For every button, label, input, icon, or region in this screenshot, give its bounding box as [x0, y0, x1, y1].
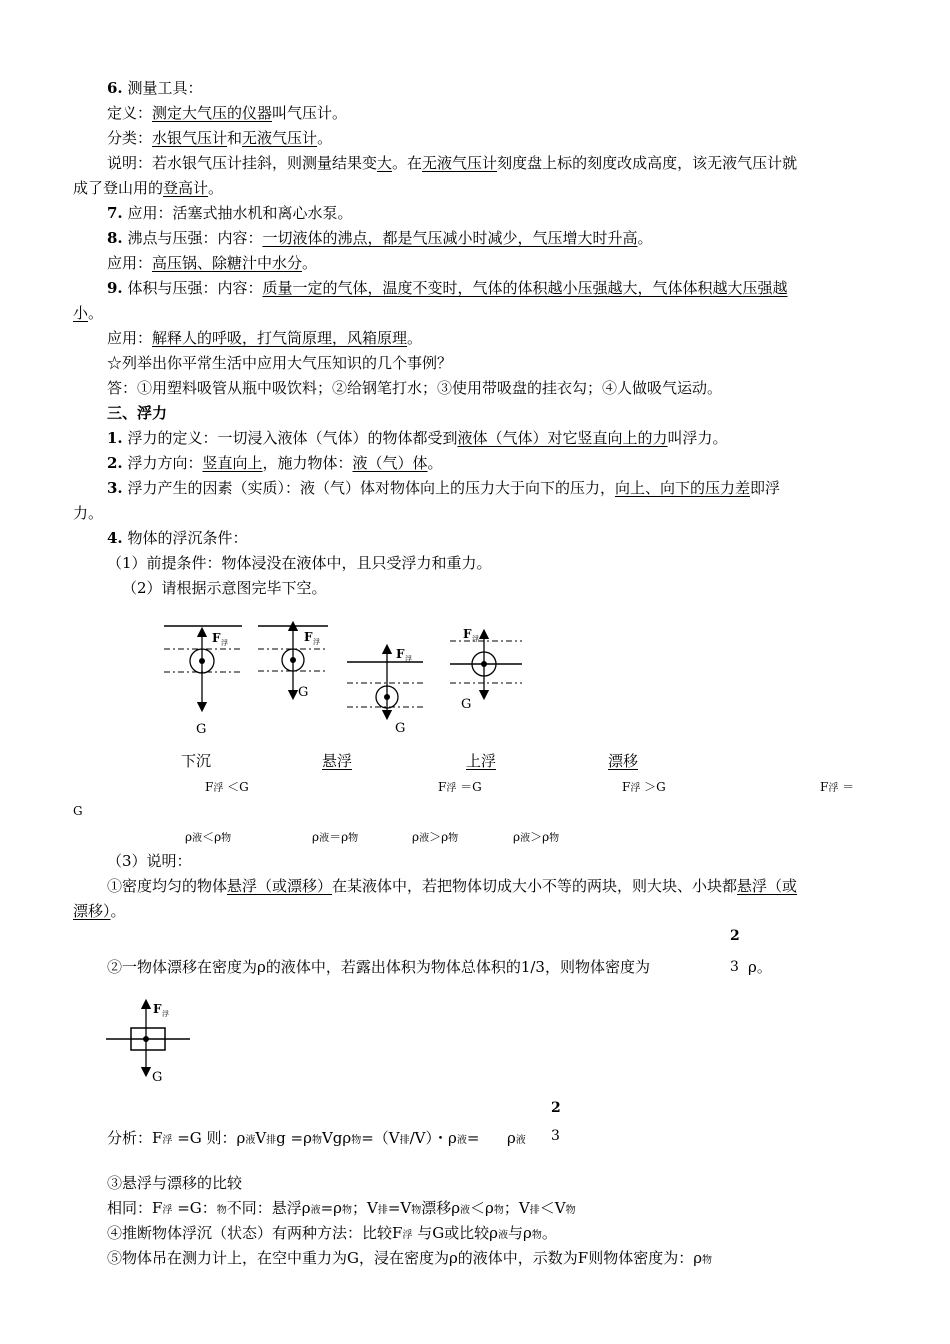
- state-sinking: 下沉: [181, 752, 212, 770]
- buoyancy-sub: 浮: [313, 638, 320, 646]
- buoyancy-1: [107, 428, 728, 448]
- buoyancy-label: F: [304, 630, 313, 644]
- answer: 水银气压计: [152, 129, 228, 147]
- floating-block-diagram: [103, 998, 193, 1088]
- buoyancy-label: F: [463, 627, 472, 641]
- text: 物体的浮沉条件：: [127, 529, 248, 547]
- gravity-label: G: [461, 697, 472, 712]
- state-rising: 上浮: [466, 752, 497, 770]
- density-floating: ρ液＞ρ物: [513, 830, 560, 844]
- force-rising: F浮 ＞G: [622, 780, 666, 794]
- answer: 一切液体的沸点，都是气压减小时减少，气压增大时升高: [262, 229, 638, 247]
- text: 体积与压强：内容：: [127, 279, 263, 297]
- density-sinking: ρ液＜ρ物: [185, 830, 232, 844]
- force-suspended: F浮 ＝G: [438, 780, 482, 794]
- gravity-label: G: [298, 685, 309, 700]
- item-number: 1.: [107, 429, 123, 447]
- item-7: [107, 203, 352, 223]
- diagram-sinking: [164, 626, 242, 737]
- text: 成了登山用的: [73, 179, 164, 197]
- fraction-numerator-2: 2: [551, 1100, 561, 1116]
- label: 分类：: [107, 129, 153, 147]
- answer: 大: [377, 154, 393, 172]
- item-9: [107, 278, 787, 298]
- answer: 登高计: [163, 179, 209, 197]
- gravity-label: G: [395, 721, 406, 736]
- item-title: 测量工具：: [127, 79, 203, 97]
- text: 浮力产生的因素（实质）：液（气）体对物体向上的压力大于向下的压力，: [127, 479, 615, 497]
- buoyancy-3-wrap: 力。: [73, 504, 104, 522]
- answer: 高压锅、除糖汁中水分: [152, 254, 303, 272]
- item-number: 3.: [107, 479, 123, 497]
- item-6: [107, 78, 202, 98]
- item-number: 4.: [107, 529, 123, 547]
- text: 。: [302, 254, 318, 272]
- text: 。: [317, 129, 333, 147]
- buoyancy-sub: 浮: [162, 1010, 169, 1018]
- diagram-suspended: [258, 626, 328, 700]
- buoyancy-sub: 浮: [221, 639, 228, 647]
- classification-line: [107, 128, 332, 148]
- item-number: 2.: [107, 454, 123, 472]
- buoyancy-2: [107, 453, 443, 473]
- buoyancy-4: [107, 528, 247, 548]
- text: 和: [227, 129, 243, 147]
- note-4: ④推断物体浮沉（状态）有两种方法：比较F浮 与G或比较ρ液与ρ物。: [107, 1224, 557, 1242]
- buoyancy-label: F: [212, 631, 221, 645]
- gravity-label: G: [152, 1070, 163, 1085]
- note-line-2: [73, 178, 223, 198]
- force-floating-wrap: G: [73, 804, 83, 818]
- gravity-label: G: [196, 722, 207, 737]
- label: 应用：: [107, 254, 153, 272]
- text: 浮力方向：: [127, 454, 203, 472]
- label: 应用：: [107, 329, 153, 347]
- analysis: 分析：F浮 =G 则：ρ液V排g =ρ物Vgρ物=（V排/V）・ρ液= ρ液: [107, 1129, 526, 1147]
- application-9: [107, 328, 422, 348]
- text: 浮力的定义：一切浸入液体（气体）的物体都受到: [127, 429, 458, 447]
- note-3: ③悬浮与漂移的比较: [107, 1174, 243, 1192]
- answer: 质量一定的气体，温度不变时，气体的体积越小压强越大，气体体积越大压强越: [262, 279, 788, 297]
- text: 。: [88, 304, 104, 322]
- diagram-floating: [450, 627, 522, 712]
- buoyancy-label: F: [396, 647, 405, 661]
- text: 即浮: [749, 479, 780, 497]
- answer: 无液气压计: [422, 154, 498, 172]
- text: 应用：活塞式抽水机和离心水泵。: [127, 204, 353, 222]
- item-number: 7.: [107, 204, 123, 222]
- force-sinking: F浮 ＜G: [205, 780, 249, 794]
- text: 。在: [392, 154, 423, 172]
- density-suspended: ρ液＝ρ物: [312, 830, 359, 844]
- section-heading: 三、浮力: [107, 404, 168, 422]
- text: 。: [427, 454, 443, 472]
- item-number: 6.: [107, 79, 123, 97]
- text: 叫浮力。: [667, 429, 728, 447]
- item-8: [107, 228, 653, 248]
- note-1-wrap: 漂移）。: [73, 902, 126, 920]
- text: 说明：若水银气压计挂斜，则测量结果变: [107, 154, 378, 172]
- note-line-1: [107, 153, 797, 173]
- float-sink-diagrams: [150, 612, 540, 742]
- note-2-end: ρ。: [748, 958, 772, 976]
- item-9-wrap: [73, 303, 103, 323]
- item-number: 8.: [107, 229, 123, 247]
- note-1: ①密度均匀的物体悬浮（或漂移）在某液体中，若把物体切成大小不等的两块，则大块、小块都悬浮（或: [107, 877, 798, 895]
- buoyancy-sub: 浮: [405, 655, 412, 663]
- answer: 竖直向上: [202, 454, 263, 472]
- premise: （1）前提条件：物体浸没在液体中，且只受浮力和重力。: [107, 554, 492, 572]
- note-5: ⑤物体吊在测力计上，在空中重力为G，浸在密度为ρ的液体中，示数为F则物体密度为：ρ物: [107, 1249, 713, 1267]
- buoyancy-sub: 浮: [472, 635, 479, 643]
- question: ☆列举出你平常生活中应用大气压知识的几个事例？: [107, 354, 453, 372]
- text: 沸点与压强：内容：: [127, 229, 263, 247]
- application-8: [107, 253, 317, 273]
- text: 。: [407, 329, 423, 347]
- fraction-numerator: 2: [730, 928, 740, 944]
- instruction: （2）请根据示意图完毕下空。: [122, 579, 327, 597]
- fraction-denominator-2: 3: [551, 1128, 560, 1144]
- answer: 无液气压计: [242, 129, 318, 147]
- comparison: 相同：F浮 =G：物不同：悬浮ρ液=ρ物；V排=V物漂移ρ液＜ρ物；V排＜V物: [107, 1199, 576, 1217]
- diagram-rising: [347, 647, 423, 736]
- answer: 解释人的呼吸，打气筒原理，风箱原理: [152, 329, 408, 347]
- density-rising: ρ液＞ρ物: [412, 830, 459, 844]
- state-floating: 漂移: [608, 752, 639, 770]
- buoyancy-label: F: [153, 1002, 162, 1016]
- answer-line: 答：①用塑料吸管从瓶中吸饮料；②给钢笔打水；③使用带吸盘的挂衣勾；④人做吸气运动。: [107, 379, 723, 397]
- buoyancy-3: [107, 478, 780, 498]
- label: 定义：: [107, 104, 153, 122]
- text: 刻度盘上标的刻度改成高度，该无液气压计就: [497, 154, 798, 172]
- text: 。: [637, 229, 653, 247]
- note-2: ②一物体漂移在密度为ρ的液体中，若露出体积为物体总体积的1/3，则物体密度为: [107, 958, 650, 976]
- state-suspended: 悬浮: [322, 752, 353, 770]
- definition-line: [107, 103, 347, 123]
- answer: 液（气）体: [352, 454, 428, 472]
- answer: 测定大气压的仪器: [152, 104, 273, 122]
- text: ，施力物体：: [262, 454, 353, 472]
- fraction-denominator: 3: [730, 959, 739, 975]
- notes-heading: （3）说明：: [107, 852, 192, 870]
- answer: 向上、向下的压力差: [614, 479, 750, 497]
- text: 。: [208, 179, 224, 197]
- answer: 液体（气体）对它竖直向上的力: [457, 429, 668, 447]
- item-number: 9.: [107, 279, 123, 297]
- answer: 小: [73, 304, 89, 322]
- text: 叫气压计。: [272, 104, 348, 122]
- force-floating: F浮 ＝: [820, 780, 855, 794]
